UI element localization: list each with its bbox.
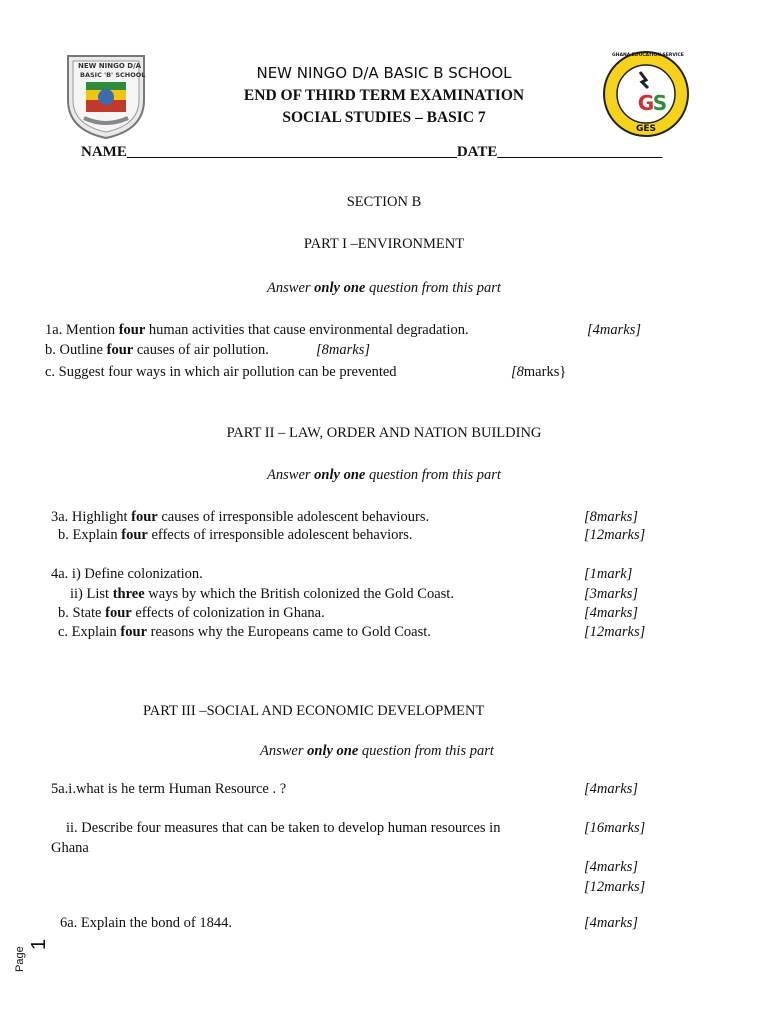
marks-3a: [8marks] [584, 509, 638, 525]
marks-5a-i: [4marks] [584, 781, 638, 797]
question-3b: b. Explain four effects of irresponsible adolescent behaviors. [58, 527, 413, 543]
date-field-line[interactable]: DATE______________________ [456, 144, 663, 160]
question-5a-i: 5a.i.what is he term Human Resource . ? [51, 781, 287, 797]
svg-text:G: G [637, 91, 655, 115]
marks-4a: [1mark] [584, 566, 633, 582]
part1-title: PART I –ENVIRONMENT [303, 236, 465, 252]
ges-logo-ring-text: GHANA EDUCATION SERVICE [612, 53, 684, 58]
marks-1b: [8marks] [316, 342, 370, 358]
name-date-line [81, 144, 662, 161]
marks-1c: [8marks} [511, 364, 567, 380]
question-4c: c. Explain four reasons why the Europeans came to Gold Coast. [58, 624, 431, 640]
marks-4c: [12marks] [584, 624, 646, 640]
question-1b: b. Outline four causes of air pollution. [45, 342, 269, 358]
exam-title: END OF THIRD TERM EXAMINATION [243, 87, 525, 104]
instr-emphasis: only one [314, 280, 366, 296]
name-field-line[interactable]: NAME____________________________________________ [81, 144, 457, 160]
marks-1a: [4marks] [587, 322, 641, 338]
question-5a-ii-line2: Ghana [51, 840, 89, 856]
page-number [12, 928, 52, 976]
question-4b: b. State four effects of colonization in Ghana. [58, 605, 325, 621]
marks-4a-ii: [3marks] [584, 586, 638, 602]
subject-title: SOCIAL STUDIES – BASIC 7 [282, 109, 486, 126]
part2-instruction: Answer only one question from this part [267, 467, 501, 483]
page-digit: 1 [28, 938, 50, 950]
question-5a-ii-line1: ii. Describe four measures that can be taken to develop human resources in [66, 820, 501, 836]
marks-4b: [4marks] [584, 605, 638, 621]
marks-extra-1: [4marks] [584, 859, 638, 875]
marks-5a-ii: [16marks] [584, 820, 646, 836]
svg-text:S: S [652, 91, 668, 115]
section-title: SECTION B [346, 194, 422, 210]
part3-title: PART III –SOCIAL AND ECONOMIC DEVELOPMENT [143, 703, 485, 719]
marks-6a: [4marks] [584, 915, 638, 931]
marks-extra-2: [12marks] [584, 879, 646, 895]
school-name: NEW NINGO D/A BASIC B SCHOOL [256, 64, 512, 82]
crest-text-line-1: NEW NINGO D/A [78, 62, 142, 70]
question-6a: 6a. Explain the bond of 1844. [60, 915, 232, 931]
instr-text: question from this part [365, 280, 501, 296]
ges-logo-bottom-text: GES [636, 124, 657, 134]
part3-instruction: Answer only one question from this part [260, 743, 494, 759]
question-3a: 3a. Highlight four causes of irresponsible adolescent behaviours. [51, 509, 430, 525]
part2-title: PART II – LAW, ORDER AND NATION BUILDING [226, 425, 542, 441]
question-1a: 1a. Mention four human activities that cause environmental degradation. [45, 322, 469, 338]
marks-3b: [12marks] [584, 527, 646, 543]
part1-instruction [0, 280, 768, 297]
question-4a: 4a. i) Define colonization. [51, 566, 203, 582]
instr-text: Answer [267, 280, 315, 296]
crest-text-line-2: BASIC 'B' SCHOOL [80, 71, 146, 79]
question-1c: c. Suggest four ways in which air pollution can be prevented [45, 364, 397, 380]
page-label: Page [14, 946, 26, 972]
question-4a-ii: ii) List three ways by which the British colonized the Gold Coast. [70, 586, 454, 602]
